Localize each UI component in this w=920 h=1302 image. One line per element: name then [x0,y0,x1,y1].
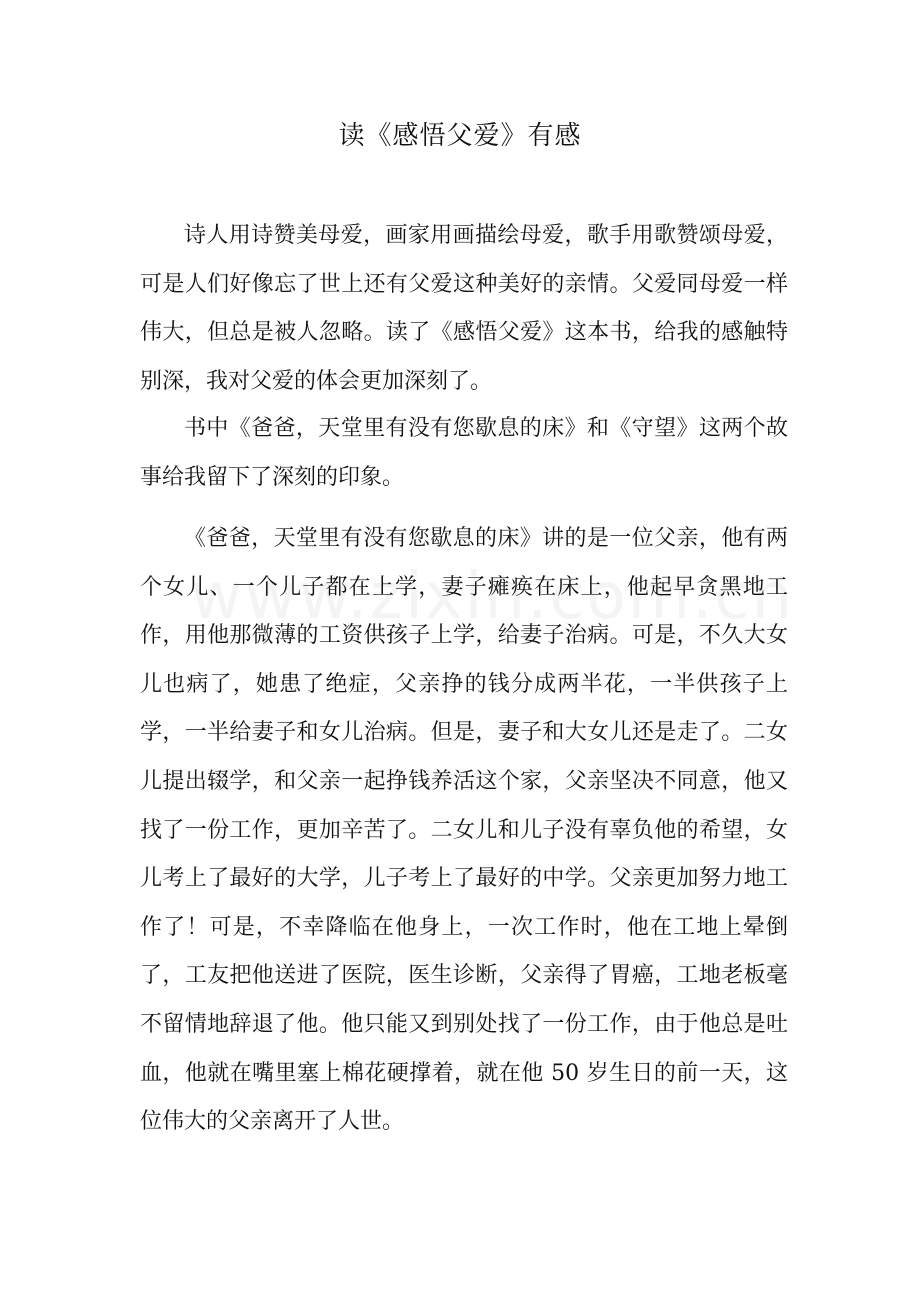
paragraph-intro: 诗人用诗赞美母爱，画家用画描绘母爱，歌手用歌赞颂母爱，可是人们好像忘了世上还有父爱这种美好的亲情。父爱同母爱一样伟大，但总是被人忽略。读了《感悟父爱》这本书，给我的感触特别深，我对父爱的体会更加深刻了。 [140,223,788,394]
document-title: 读《感悟父爱》有感 [338,121,582,151]
paragraph-story-summary: 《爸爸，天堂里有没有您歇息的床》讲的是一位父亲，他有两个女儿、一个儿子都在上学，妻子瘫痪在床上，他起早贪黑地工作，用他那微薄的工资供孩子上学，给妻子治病。可是，不久大女儿也病了，她患了绝症，父亲挣的钱分成两半花，一半供孩子上学，一半给妻子和女儿治病。但是，妻子和大女儿还是走了。二女儿提出辍学，和父亲一起挣钱养活这个家，父亲坚决不同意，他又找了一份工作，更加辛苦了。二女儿和儿子没有辜负他的希望，女儿考上了最好的大学，儿子考上了最好的中学。父亲更加努力地工作了！可是，不幸降临在他身上，一次工作时，他在工地上晕倒了，工友把他送进了医院，医生诊断，父亲得了胃癌，工地老板毫不留情地辞退了他。他只能又到别处找了一份工作，由于他总是吐血，他就在嘴里塞上棉花硬撑着，就在他 50 岁生日的前一天，这位伟大的父亲离开了人世。 [140,526,788,1135]
paragraph-stories: 书中《爸爸，天堂里有没有您歇息的床》和《守望》这两个故事给我留下了深刻的印象。 [140,416,788,490]
